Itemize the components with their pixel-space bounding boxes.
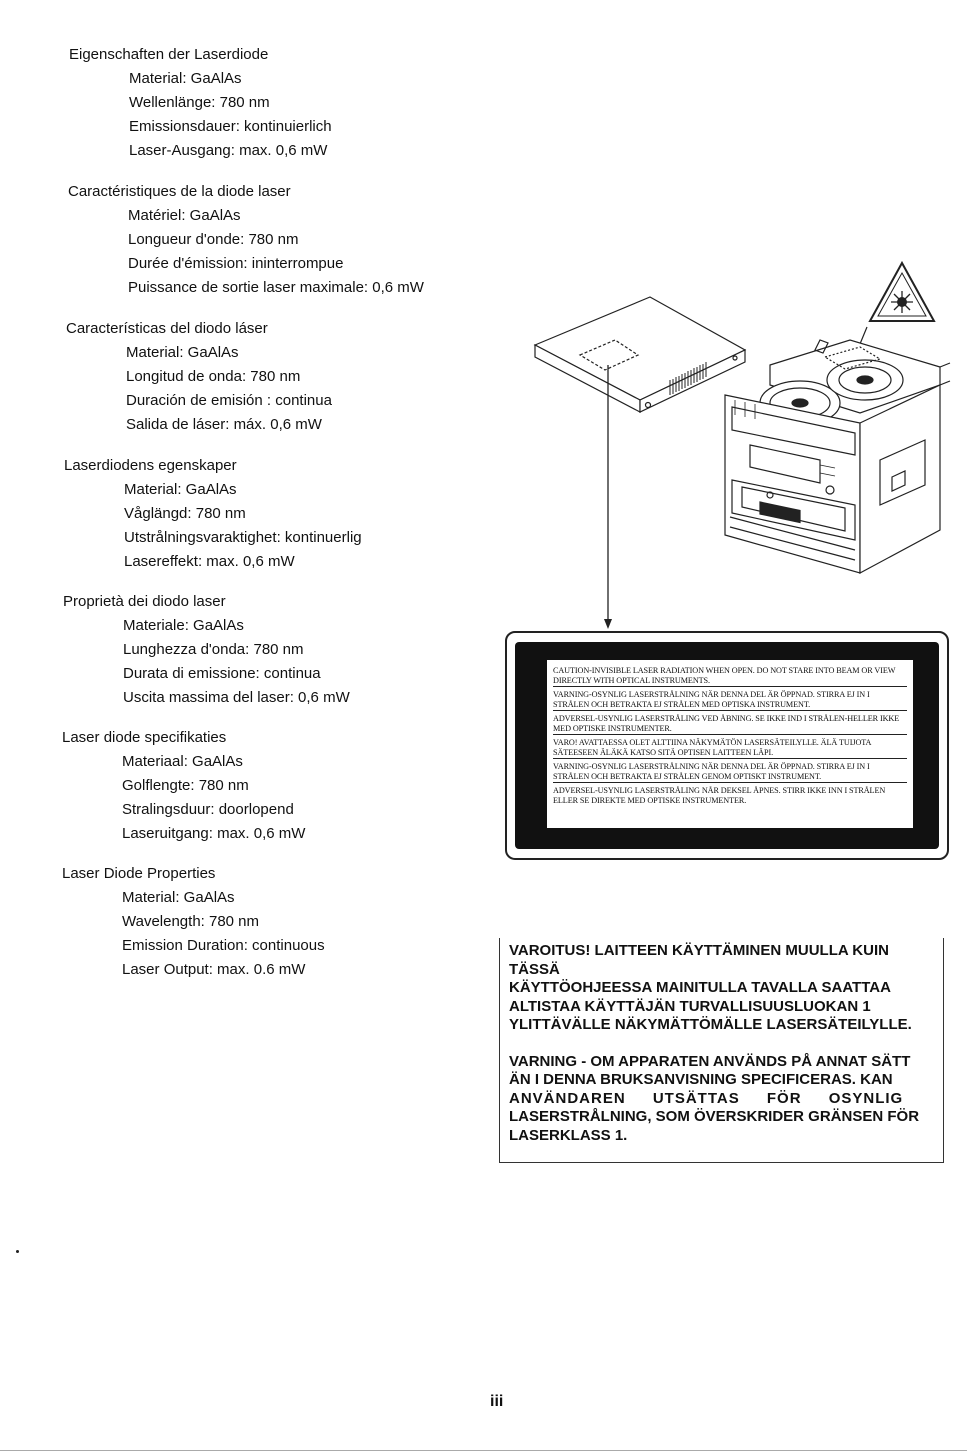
spec-item: Material: GaAlAs	[122, 889, 235, 906]
spec-item: Emissionsdauer: kontinuierlich	[129, 118, 332, 135]
spec-block-german	[69, 43, 332, 163]
spec-item: Puissance de sortie laser maximale: 0,6 mW	[128, 279, 424, 296]
scan-speck	[16, 1250, 19, 1253]
laser-warning-box	[499, 938, 944, 1163]
warning-sv-line: LASERSTRÅLNING, SOM ÖVERSKRIDER GRÄNSEN FÖR	[509, 1108, 920, 1125]
spec-block-spanish	[66, 317, 332, 437]
spec-item: Utstrålningsvaraktighet: kontinuerlig	[124, 529, 362, 546]
spec-heading: Proprietà dei diodo laser	[63, 593, 226, 610]
spec-item: Emission Duration: continuous	[122, 937, 325, 954]
spec-heading: Laserdiodens egenskaper	[64, 457, 237, 474]
spec-heading: Eigenschaften der Laserdiode	[69, 46, 269, 63]
caution-line-danish: ADVERSEL-USYNLIG LASERSTRÅLING VED ÅBNING. SE IKKE IND I STRÅLEN-HELLER IKKE MED OPTISKE INSTRUMENTER.	[553, 714, 907, 735]
spec-item: Wavelength: 780 nm	[122, 913, 260, 930]
caution-line-swedish: VARNING-OSYNLIG LASERSTRÅLNING NÄR DENNA DEL ÄR ÖPPNAD. STIRRA EJ IN I STRÅLEN OCH BETRAKTA EJ STRÅLEN MED OPTISKA INSTRUMENT.	[553, 690, 907, 711]
spec-heading: Laser diode specifikaties	[62, 729, 227, 746]
spec-item: Laser Output: max. 0.6 mW	[122, 961, 306, 978]
spec-item: Material: GaAlAs	[124, 481, 237, 498]
spec-heading: Características del diodo láser	[66, 320, 268, 337]
spec-item: Våglängd: 780 nm	[124, 505, 246, 522]
spec-item: Wellenlänge: 780 nm	[129, 94, 270, 111]
spec-block-italian	[63, 590, 350, 710]
spec-item: Materiale: GaAlAs	[123, 617, 244, 634]
arrow-head	[604, 619, 612, 629]
warning-fi-line: TÄSSÄ	[509, 960, 560, 978]
spec-block-swedish	[64, 454, 362, 574]
spec-heading: Laser Diode Properties	[62, 865, 216, 882]
spec-item: Longueur d'onde: 780 nm	[128, 231, 299, 248]
spec-item: Laser-Ausgang: max. 0,6 mW	[129, 142, 328, 159]
warning-fi-line: YLITTÄVÄLLE NÄKYMÄTTÖMÄLLE LASERSÄTEILYLLE.	[509, 1016, 912, 1033]
spec-item: Golflengte: 780 nm	[122, 777, 249, 794]
spec-item: Lasereffekt: max. 0,6 mW	[124, 553, 295, 570]
caution-line-swedish-2: VARNING-OSYNLIG LASERSTRÅLNING NÄR DENNA DEL ÄR ÖPPNAD. STIRRA EJ IN I STRÅLEN OCH BETRAKTA EJ STRÅLEN GENOM OPTISKT INSTRUMENT.	[553, 762, 907, 783]
spec-item: Salida de láser: máx. 0,6 mW	[126, 416, 322, 433]
spec-block-dutch	[62, 726, 305, 846]
lid-panel-drawing	[535, 297, 745, 412]
spec-item: Uscita massima del laser: 0,6 mW	[123, 689, 350, 706]
warning-sv-line: LASERKLASS 1.	[509, 1126, 628, 1144]
caution-line-finnish: VARO! AVATTAESSA OLET ALTTIINA NÄKYMÄTÖN LASERSÄTEILYLLE. ÄLÄ TUIJOTA SÄTEESEEN ÄLÄKÄ KATSO SITÄ OPTISEN LAITTEEN LÄPI.	[553, 738, 907, 759]
page-number: iii	[490, 1393, 504, 1410]
spec-item: Duración de emisión : continua	[126, 392, 332, 409]
spec-block-french	[68, 180, 424, 300]
stereo-illustration	[520, 255, 965, 630]
caution-label-frame	[515, 642, 939, 849]
spec-item: Material: GaAlAs	[129, 70, 242, 87]
spec-item: Longitud de onda: 780 nm	[126, 368, 301, 385]
spec-item: Lunghezza d'onda: 780 nm	[123, 641, 304, 658]
spec-item: Matériel: GaAlAs	[128, 207, 241, 224]
spec-item: Durée d'émission: ininterrompue	[128, 255, 344, 272]
warning-fi-line: VAROITUS! LAITTEEN KÄYTTÄMINEN MUULLA KUIN	[509, 942, 889, 959]
caution-label-text-area	[547, 660, 913, 828]
caution-line-english: CAUTION-INVISIBLE LASER RADIATION WHEN OPEN. DO NOT STARE INTO BEAM OR VIEW DIRECTLY WITH OPTICAL INSTRUMENTS.	[553, 666, 907, 687]
spec-item: Laseruitgang: max. 0,6 mW	[122, 825, 306, 842]
spec-item: Durata di emissione: continua	[123, 665, 321, 682]
spec-item: Material: GaAlAs	[126, 344, 239, 361]
warning-sv-line: ÄN I DENNA BRUKSANVISNING SPECIFICERAS. KAN	[509, 1071, 893, 1088]
spec-heading: Caractéristiques de la diode laser	[68, 183, 291, 200]
warning-sv-line: VARNING - OM APPARATEN ANVÄNDS PÅ ANNAT SÄTT	[509, 1052, 911, 1070]
stereo-unit-drawing	[725, 340, 950, 573]
spec-block-english	[62, 862, 325, 982]
caution-line-norwegian: ADVERSEL-USYNLIG LASERSTRÅLING NÅR DEKSEL ÅPNES. STIRR IKKE INN I STRÅLEN ELLER SE DIREKTE MED OPTISKE INSTRUMENTER.	[553, 786, 886, 805]
warning-sv-line: ANVÄNDAREN UTSÄTTAS FÖR OSYNLIG	[509, 1089, 904, 1107]
warning-fi-line: ALTISTAA KÄYTTÄJÄN TURVALLISUUSLUOKAN 1	[509, 997, 871, 1015]
caution-label	[505, 631, 949, 860]
spec-item: Materiaal: GaAlAs	[122, 753, 243, 770]
spec-item: Stralingsduur: doorlopend	[122, 801, 294, 818]
warning-spacer	[509, 1035, 940, 1053]
bottom-rule	[0, 1450, 967, 1451]
warning-fi-line: KÄYTTÖOHJEESSA MAINITULLA TAVALLA SAATTAA	[509, 979, 891, 996]
